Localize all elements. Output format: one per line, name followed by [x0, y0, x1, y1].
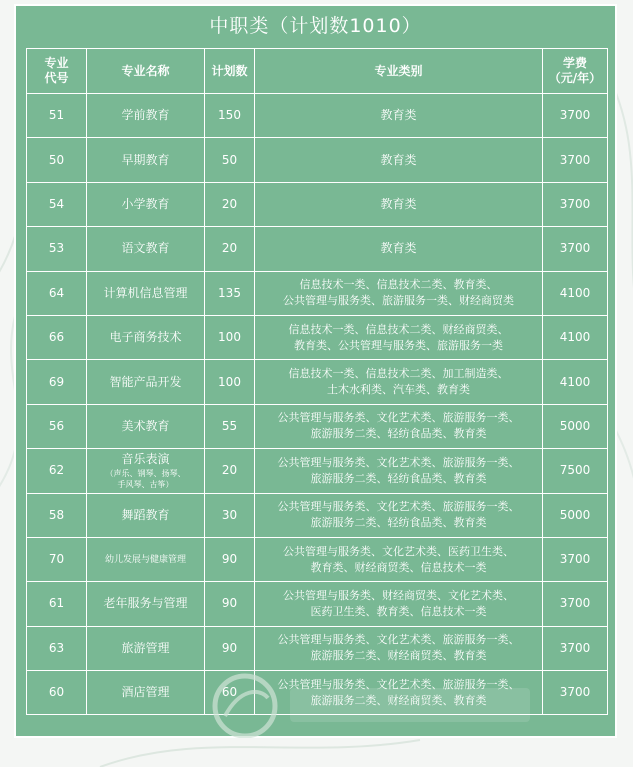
table-row: [27, 493, 608, 537]
cell-plan: 90: [205, 626, 255, 670]
header-category: 专业类别: [255, 49, 543, 94]
table-header-row: [27, 49, 608, 94]
cell-plan: 135: [205, 271, 255, 315]
major-name: 语文教育: [121, 241, 170, 256]
cell-code: 70: [27, 537, 87, 581]
cell-fee: 3700: [543, 138, 608, 182]
cell-category: 公共管理与服务类、文化艺术类、旅游服务一类、 旅游服务二类、财经商贸类、教育类: [255, 671, 543, 715]
cell-code: 51: [27, 94, 87, 138]
cell-code: 56: [27, 404, 87, 448]
table-row: [27, 182, 608, 226]
cell-fee: 5000: [543, 404, 608, 448]
cell-plan: 20: [205, 182, 255, 226]
cell-name: [87, 626, 205, 670]
cell-name: [87, 94, 205, 138]
table-row: [27, 315, 608, 359]
cell-name: [87, 271, 205, 315]
cell-plan: 90: [205, 582, 255, 626]
table-row: [27, 360, 608, 404]
cell-category: 公共管理与服务类、文化艺术类、医药卫生类、 教育类、财经商贸类、信息技术一类: [255, 537, 543, 581]
cell-code: 58: [27, 493, 87, 537]
cell-fee: 5000: [543, 493, 608, 537]
cell-plan: 50: [205, 138, 255, 182]
cell-category: 教育类: [255, 227, 543, 271]
cell-category: 公共管理与服务类、文化艺术类、旅游服务一类、 旅游服务二类、轻纺食品类、教育类: [255, 493, 543, 537]
table-row: [27, 671, 608, 715]
cell-name: [87, 138, 205, 182]
cell-category: 信息技术一类、信息技术二类、加工制造类、 土木水利类、汽车类、教育类: [255, 360, 543, 404]
cell-fee: 3700: [543, 537, 608, 581]
cell-category: 信息技术一类、信息技术二类、财经商贸类、 教育类、公共管理与服务类、旅游服务一类: [255, 315, 543, 359]
cell-name: [87, 671, 205, 715]
cell-name: [87, 360, 205, 404]
major-name: 旅游管理: [121, 640, 170, 655]
major-name: 电子商务技术: [109, 330, 182, 345]
cell-code: 60: [27, 671, 87, 715]
table-row: [27, 537, 608, 581]
cell-category: 信息技术一类、信息技术二类、教育类、 公共管理与服务类、旅游服务一类、财经商贸类: [255, 271, 543, 315]
cell-name: [87, 182, 205, 226]
cell-name: [87, 493, 205, 537]
major-name: 幼儿发展与健康管理: [104, 554, 186, 565]
cell-fee: 4100: [543, 360, 608, 404]
cell-fee: 3700: [543, 94, 608, 138]
cell-code: 54: [27, 182, 87, 226]
admission-plan-table: [26, 48, 608, 715]
cell-plan: 150: [205, 94, 255, 138]
major-name: 计算机信息管理: [103, 285, 188, 300]
major-name: 智能产品开发: [109, 374, 182, 389]
header-fee: 学费 （元/年）: [543, 49, 608, 94]
cell-plan: 90: [205, 537, 255, 581]
cell-category: 教育类: [255, 182, 543, 226]
cell-name: [87, 404, 205, 448]
table-row: [27, 227, 608, 271]
major-name: 早期教育: [121, 152, 170, 167]
cell-category: 公共管理与服务类、文化艺术类、旅游服务一类、 旅游服务二类、轻纺食品类、教育类: [255, 404, 543, 448]
cell-name: [87, 315, 205, 359]
table-row: [27, 138, 608, 182]
cell-code: 69: [27, 360, 87, 404]
cell-plan: 100: [205, 315, 255, 359]
header-code: 专业 代号: [27, 49, 87, 94]
admission-plan-panel: [14, 4, 617, 738]
cell-fee: 3700: [543, 182, 608, 226]
cell-code: 53: [27, 227, 87, 271]
major-name: 美术教育: [121, 418, 170, 433]
cell-fee: 3700: [543, 626, 608, 670]
cell-plan: 55: [205, 404, 255, 448]
cell-plan: 60: [205, 671, 255, 715]
cell-name: [87, 227, 205, 271]
cell-code: 50: [27, 138, 87, 182]
table-title: 中职类（计划数1010）: [209, 15, 422, 37]
header-plan: 计划数: [205, 49, 255, 94]
cell-code: 61: [27, 582, 87, 626]
table-row: [27, 94, 608, 138]
cell-name: [87, 537, 205, 581]
cell-code: 63: [27, 626, 87, 670]
cell-category: 公共管理与服务类、文化艺术类、旅游服务一类、 旅游服务二类、财经商贸类、教育类: [255, 626, 543, 670]
major-name: 老年服务与管理: [103, 596, 188, 611]
cell-category: 公共管理与服务类、文化艺术类、旅游服务一类、 旅游服务二类、轻纺食品类、教育类: [255, 449, 543, 493]
cell-plan: 100: [205, 360, 255, 404]
cell-code: 62: [27, 449, 87, 493]
cell-category: 教育类: [255, 138, 543, 182]
cell-category: 公共管理与服务类、财经商贸类、文化艺术类、 医药卫生类、教育类、信息技术一类: [255, 582, 543, 626]
cell-fee: 3700: [543, 671, 608, 715]
table-row: [27, 582, 608, 626]
cell-code: 66: [27, 315, 87, 359]
major-name: 舞蹈教育: [121, 507, 170, 522]
table-row: [27, 626, 608, 670]
header-name: 专业名称: [87, 49, 205, 94]
major-name: 学前教育: [121, 108, 170, 123]
cell-code: 64: [27, 271, 87, 315]
cell-plan: 30: [205, 493, 255, 537]
table-row: [27, 449, 608, 493]
cell-fee: 4100: [543, 271, 608, 315]
major-name-note: （声乐、钢琴、扬琴、 手风琴、古筝）: [105, 469, 186, 490]
cell-plan: 20: [205, 227, 255, 271]
cell-fee: 4100: [543, 315, 608, 359]
cell-plan: 20: [205, 449, 255, 493]
cell-category: 教育类: [255, 94, 543, 138]
table-row: [27, 271, 608, 315]
cell-fee: 3700: [543, 227, 608, 271]
table-row: [27, 404, 608, 448]
cell-name: [87, 582, 205, 626]
cell-fee: 7500: [543, 449, 608, 493]
major-name: 音乐表演: [121, 452, 170, 467]
cell-name: [87, 449, 205, 493]
cell-fee: 3700: [543, 582, 608, 626]
major-name: 小学教育: [121, 196, 170, 211]
major-name: 酒店管理: [121, 685, 170, 700]
